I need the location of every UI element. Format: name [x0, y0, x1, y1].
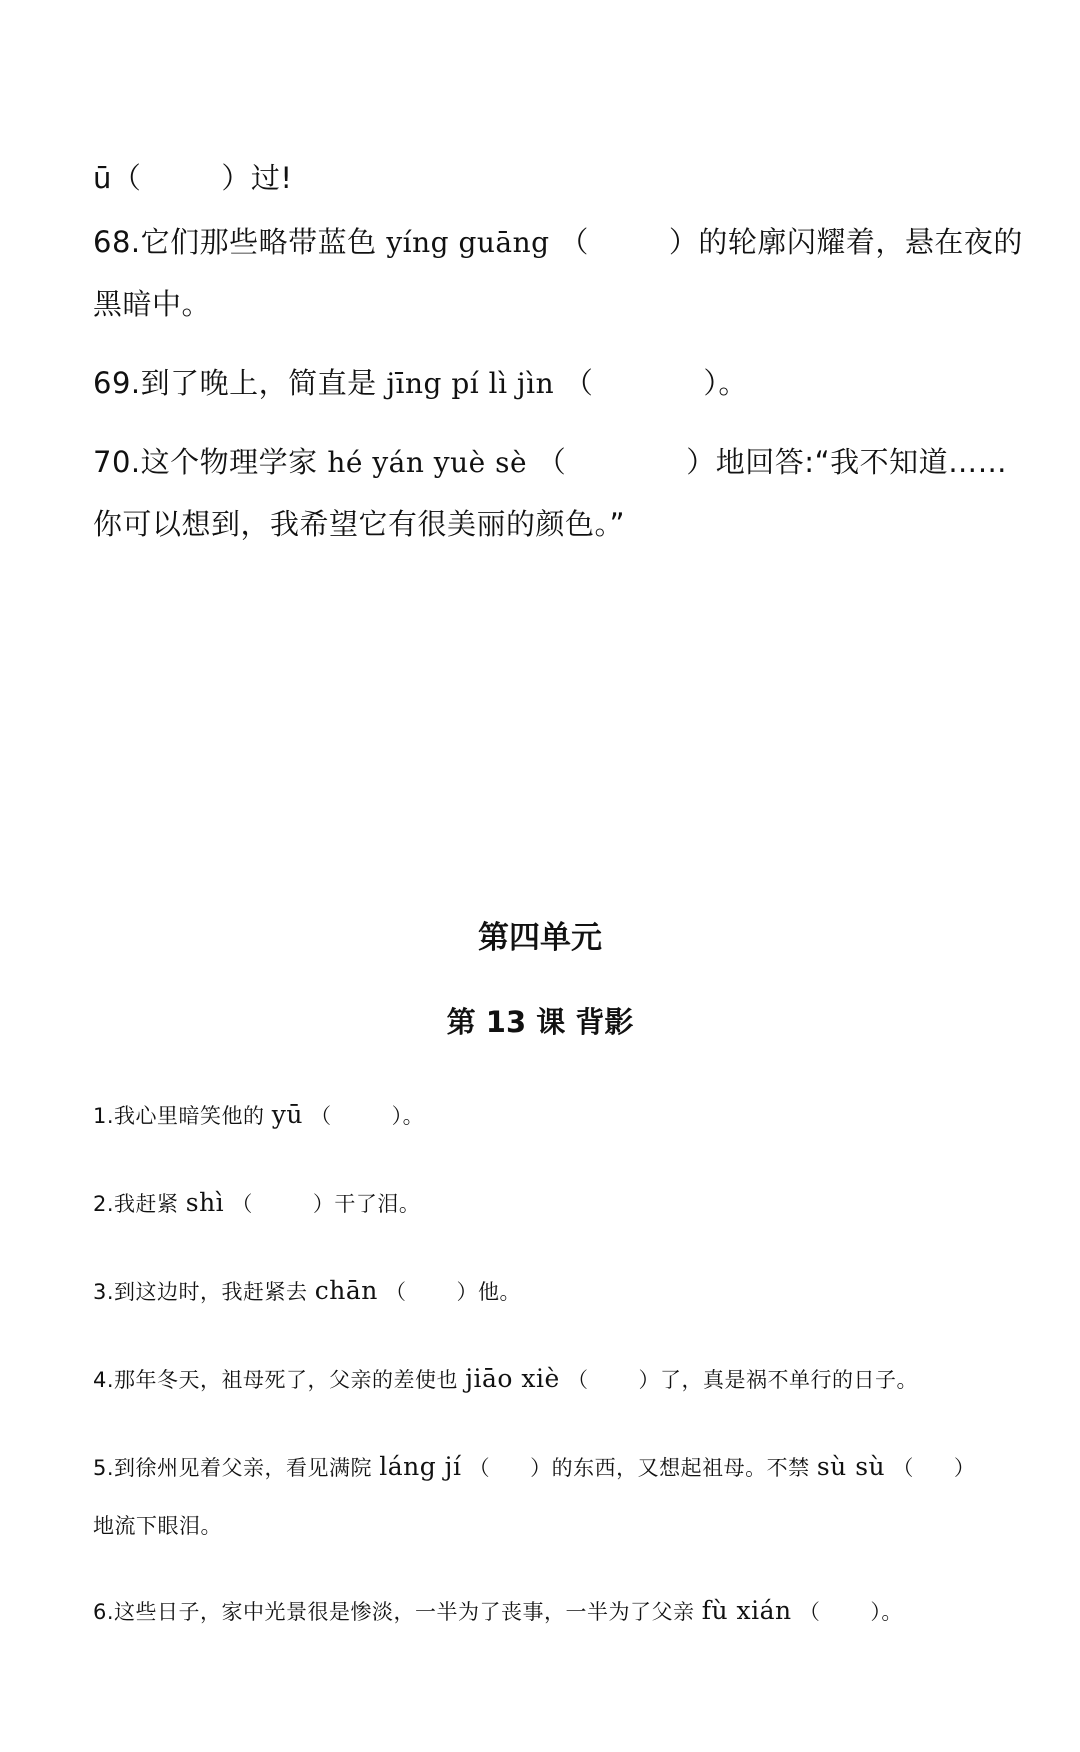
text: 69.到了晚上，简直是 [93, 366, 377, 400]
lesson-title: 第 13 课 背影 [446, 1005, 634, 1039]
text: （ [468, 1456, 491, 1480]
exercise-70 [93, 440, 1007, 481]
exercise-68 [93, 220, 1023, 261]
text: （ [385, 1280, 407, 1304]
text: 3.到这边时，我赶紧去 [93, 1280, 308, 1304]
text: 70.这个物理学家 [93, 445, 318, 479]
pinyin: sù sù [816, 1452, 886, 1481]
exercise-69 [93, 361, 748, 402]
text: ） [953, 1456, 976, 1480]
text: ）。 [870, 1600, 903, 1624]
pinyin: fù xián [701, 1596, 792, 1625]
lesson-item-5 [93, 1452, 975, 1482]
text: ）他。 [456, 1280, 522, 1304]
pinyin: jiāo xiè [465, 1364, 560, 1393]
text: 你可以想到，我希望它有很美丽的颜色。” [93, 507, 626, 541]
text: （ [536, 445, 567, 479]
lesson-item-3 [93, 1276, 521, 1306]
pinyin: yíng guāng [386, 226, 550, 259]
pinyin: jīng pí lì jìn [386, 367, 555, 400]
text: （ [559, 225, 589, 259]
text: （ [563, 366, 594, 400]
text: 6.这些日子，家中光景很是惨淡，一半为了丧事，一半为了父亲 [93, 1600, 695, 1624]
lesson-item-4 [93, 1364, 918, 1394]
text: 地流下眼泪。 [93, 1514, 222, 1538]
text: ū（ [93, 161, 142, 195]
text: ）地回答:“我不知道…… [686, 445, 1008, 479]
lesson-item-5-continued [93, 1510, 222, 1540]
text: 5.到徐州见着父亲，看见满院 [93, 1456, 373, 1480]
text: ）了，真是祸不单行的日子。 [638, 1368, 918, 1392]
text: （ [892, 1456, 914, 1480]
text: （ [231, 1192, 253, 1216]
text: 黑暗中。 [93, 287, 212, 321]
pinyin: yū [271, 1100, 303, 1129]
pinyin: chān [314, 1276, 378, 1305]
text: ）的东西，又想起祖母。不禁 [530, 1456, 810, 1480]
text: 4.那年冬天，祖母死了，父亲的差使也 [93, 1368, 459, 1392]
lesson-item-1 [93, 1100, 424, 1130]
pinyin: hé yán yuè sè [327, 446, 528, 479]
pinyin: láng jí [379, 1452, 462, 1481]
text: （ [798, 1600, 821, 1624]
text: 1.我心里暗笑他的 [93, 1104, 265, 1128]
text: （ [310, 1104, 332, 1128]
text: 68.它们那些略带蓝色 [93, 225, 377, 259]
lesson-item-6 [93, 1596, 903, 1626]
pinyin: shì [185, 1188, 225, 1217]
text: ）。 [703, 366, 748, 400]
text: （ [566, 1368, 589, 1392]
exercise-68-continued [93, 282, 211, 323]
exercise-67-ending [93, 156, 293, 197]
text: ）干了泪。 [312, 1192, 421, 1216]
unit-title: 第四单元 [478, 920, 602, 956]
lesson-item-2 [93, 1188, 420, 1218]
text: ）过! [221, 161, 293, 195]
text: 2.我赶紧 [93, 1192, 179, 1216]
exercise-70-continued [93, 502, 625, 543]
text: ）。 [391, 1104, 425, 1128]
text: ）的轮廓闪耀着，悬在夜的 [668, 225, 1023, 259]
